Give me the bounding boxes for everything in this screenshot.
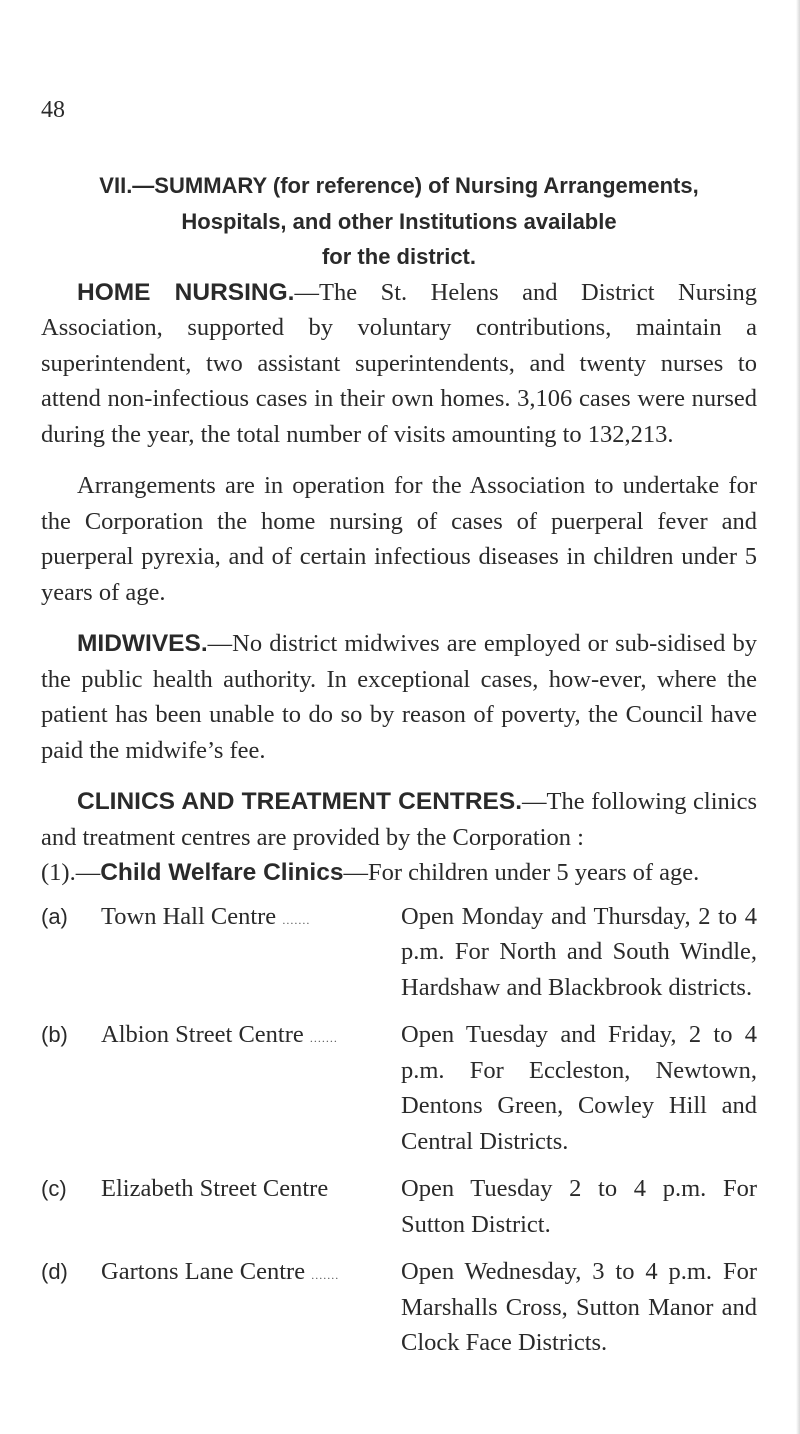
clinic-name-text: Town Hall Centre	[101, 902, 277, 930]
midwives-text: —No district midwives are employed or sub-sidised by the public health authority. In exceptional cases, how-ever, where the patient has been unable to do so by reason of poverty, the Council have paid the midwife’s fee.	[41, 630, 757, 764]
child-welfare-title: Child Welfare Clinics	[100, 859, 344, 886]
clinic-name-text: Gartons Lane Centre	[101, 1258, 306, 1285]
clinic-item	[41, 1254, 757, 1361]
leader-dots: .......	[311, 1268, 340, 1282]
page-number: 48	[41, 97, 65, 123]
summary-heading-line3: for the district.	[321, 244, 476, 269]
child-welfare-text: —For children under 5 years of age.	[343, 859, 700, 886]
clinic-list	[41, 899, 757, 1361]
clinic-item	[41, 1017, 757, 1159]
leader-dots: .......	[282, 912, 311, 927]
clinic-detail: Open Tuesday and Friday, 2 to 4 p.m. For Eccleston, Newtown, Dentons Green, Cowley Hill and Central Districts.	[401, 1021, 757, 1155]
clinic-name	[101, 1017, 401, 1057]
arrangements-paragraph: Arrangements are in operation for the Association to undertake for the Corporation the home nursing of cases of puerperal fever and puerperal pyrexia, and of certain infectious diseases in children under 5 years of age.	[41, 472, 757, 606]
home-nursing-title: HOME NURSING.	[77, 278, 295, 306]
clinics-title: CLINICS AND TREATMENT CENTRES.	[77, 788, 523, 815]
clinic-item	[41, 899, 757, 1006]
summary-heading	[41, 168, 757, 275]
clinic-detail: Open Tuesday 2 to 4 p.m. For Sutton District.	[401, 1175, 757, 1238]
clinic-letter: (b)	[41, 1022, 68, 1047]
home-nursing-paragraph	[41, 275, 757, 453]
clinic-item	[41, 1171, 757, 1242]
clinic-name	[101, 1171, 401, 1211]
page-edge-shadow	[796, 0, 800, 1434]
child-welfare-prefix: (1).—	[41, 859, 101, 886]
clinics-paragraph	[41, 784, 757, 855]
clinic-letter: (d)	[41, 1259, 68, 1284]
page-content	[41, 168, 757, 1373]
home-nursing-text: —The St. Helens and District Nursing Association, supported by voluntary contributions, maintain a superintendent, two assistant superintendents, and twenty nurses to attend non-infectious cases in their own homes. 3,106 cases were nursed during the year, the total number of visits amounting to 132,213.	[41, 278, 757, 448]
clinic-letter: (a)	[41, 903, 68, 929]
midwives-title: MIDWIVES.	[77, 630, 208, 657]
child-welfare-line	[41, 855, 757, 891]
clinic-name-text: Albion Street Centre	[101, 1021, 304, 1048]
leader-dots: .......	[309, 1031, 338, 1045]
clinics-text: —The following clinics and treatment centres are provided by the Corporation :	[41, 788, 757, 851]
midwives-paragraph	[41, 626, 757, 768]
clinic-name	[101, 899, 401, 939]
clinic-detail: Open Monday and Thursday, 2 to 4 p.m. For North and South Windle, Hardshaw and Blackbrook districts.	[401, 902, 757, 1001]
clinic-detail: Open Wednesday, 3 to 4 p.m. For Marshalls Cross, Sutton Manor and Clock Face Districts.	[401, 1258, 757, 1356]
clinic-letter: (c)	[41, 1176, 67, 1201]
summary-heading-line1: VII.—SUMMARY (for reference) of Nursing Arrangements,	[99, 173, 699, 198]
clinic-name	[101, 1254, 401, 1294]
clinic-name-text: Elizabeth Street Centre	[101, 1175, 329, 1202]
summary-heading-line2: Hospitals, and other Institutions available	[181, 208, 617, 234]
